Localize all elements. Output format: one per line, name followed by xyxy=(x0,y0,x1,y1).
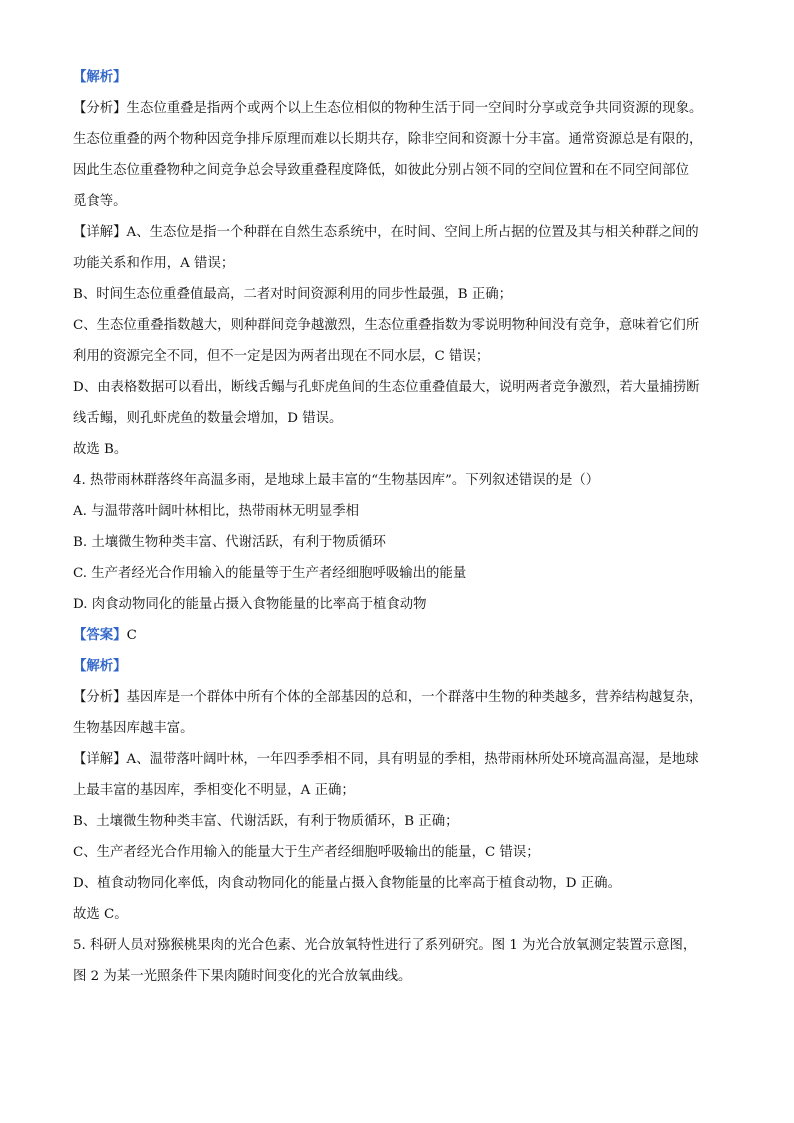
line-text: C、生产者经光合作用输入的能量大于生产者经细胞呼吸输出的能量，C 错误； xyxy=(73,845,540,860)
line-text: 生态位重叠的两个物种因竞争排斥原理而难以长期共存，除非空间和资源十分丰富。通常资源总是有限的， xyxy=(73,132,703,147)
section-tag: 【答案】 xyxy=(73,627,127,643)
section-tag: 【解析】 xyxy=(73,69,127,85)
line-text: B、时间生态位重叠值最高，二者对时间资源利用的同步性最强，B 正确； xyxy=(73,287,513,302)
text-line xyxy=(73,837,725,868)
text-line xyxy=(73,465,725,496)
line-text: 【详解】A、生态位是指一个种群在自然生态系统中，在时间、空间上所占据的位置及其与相关种群之间的 xyxy=(73,225,699,240)
text-line xyxy=(73,124,725,155)
text-line xyxy=(73,775,725,806)
line-text: 线舌鳎，则孔虾虎鱼的数量会增加，D 错误。 xyxy=(73,411,343,426)
line-text: D. 肉食动物同化的能量占摄入食物能量的比率高于植食动物 xyxy=(73,597,427,612)
text-line xyxy=(73,372,725,403)
line-text: 故选 C。 xyxy=(73,907,128,922)
line-text: B、土壤微生物种类丰富、代谢活跃，有利于物质循环，B 正确； xyxy=(73,814,459,829)
text-line xyxy=(73,527,725,558)
text-line xyxy=(73,806,725,837)
text-line xyxy=(73,558,725,589)
line-text: 5. 科研人员对猕猴桃果肉的光合色素、光合放氧特性进行了系列研究。图 1 为光合放氧测定装置示意图， xyxy=(73,938,697,953)
text-line xyxy=(73,930,725,961)
line-text: 功能关系和作用，A 错误； xyxy=(73,256,235,271)
text-line xyxy=(73,651,725,682)
line-text: 生物基因库越丰富。 xyxy=(73,721,194,736)
line-text: C xyxy=(126,628,137,643)
line-text: 觅食等。 xyxy=(73,194,127,209)
text-line xyxy=(73,961,725,992)
line-text: 图 2 为某一光照条件下果肉随时间变化的光合放氧曲线。 xyxy=(73,969,412,984)
line-text: C、生态位重叠指数越大，则种群间竞争越激烈，生态位重叠指数为零说明物种间没有竞争，意味着它们所 xyxy=(73,318,700,333)
text-line xyxy=(73,341,725,372)
line-text: 利用的资源完全不同，但不一定是因为两者出现在不同水层，C 错误； xyxy=(73,349,490,364)
line-text: 【详解】A、温带落叶阔叶林，一年四季季相不同，具有明显的季相，热带雨林所处环境高温高湿，是地球 xyxy=(73,752,699,767)
line-text: 4. 热带雨林群落终年高温多雨，是地球上最丰富的“生物基因库”。下列叙述错误的是（） xyxy=(73,473,600,488)
text-line xyxy=(73,155,725,186)
text-line xyxy=(73,620,725,651)
text-line xyxy=(73,589,725,620)
text-line xyxy=(73,682,725,713)
line-text: 故选 B。 xyxy=(73,442,128,457)
text-line xyxy=(73,62,725,93)
line-text: 【分析】生态位重叠是指两个或两个以上生态位相似的物种生活于同一空间时分享或竞争共同资源的现象。 xyxy=(73,101,703,116)
text-line xyxy=(73,744,725,775)
text-line xyxy=(73,93,725,124)
line-text: A. 与温带落叶阔叶林相比，热带雨林无明显季相 xyxy=(73,504,359,519)
text-line xyxy=(73,217,725,248)
line-text: B. 土壤微生物种类丰富、代谢活跃，有利于物质循环 xyxy=(73,535,386,550)
line-text: 上最丰富的基因库，季相变化不明显，A 正确； xyxy=(73,783,355,798)
line-text: 【分析】基因库是一个群体中所有个体的全部基因的总和，一个群落中生物的种类越多，营养结构越复杂， xyxy=(73,690,703,705)
text-line xyxy=(73,248,725,279)
text-line xyxy=(73,403,725,434)
line-text: D、植食动物同化率低，肉食动物同化的能量占摄入食物能量的比率高于植食动物，D 正确。 xyxy=(73,876,621,891)
text-line xyxy=(73,434,725,465)
text-line xyxy=(73,713,725,744)
text-line xyxy=(73,279,725,310)
text-line xyxy=(73,310,725,341)
line-text: 因此生态位重叠物种之间竞争总会导致重叠程度降低，如彼此分别占领不同的空间位置和在不同空间部位 xyxy=(73,163,689,178)
line-text: C. 生产者经光合作用输入的能量等于生产者经细胞呼吸输出的能量 xyxy=(73,566,467,581)
document-body xyxy=(73,62,725,992)
section-tag: 【解析】 xyxy=(73,658,127,674)
text-line xyxy=(73,186,725,217)
line-text: D、由表格数据可以看出，断线舌鳎与孔虾虎鱼间的生态位重叠值最大，说明两者竞争激烈，若大量捕捞断 xyxy=(73,380,700,395)
text-line xyxy=(73,899,725,930)
text-line xyxy=(73,868,725,899)
text-line xyxy=(73,496,725,527)
